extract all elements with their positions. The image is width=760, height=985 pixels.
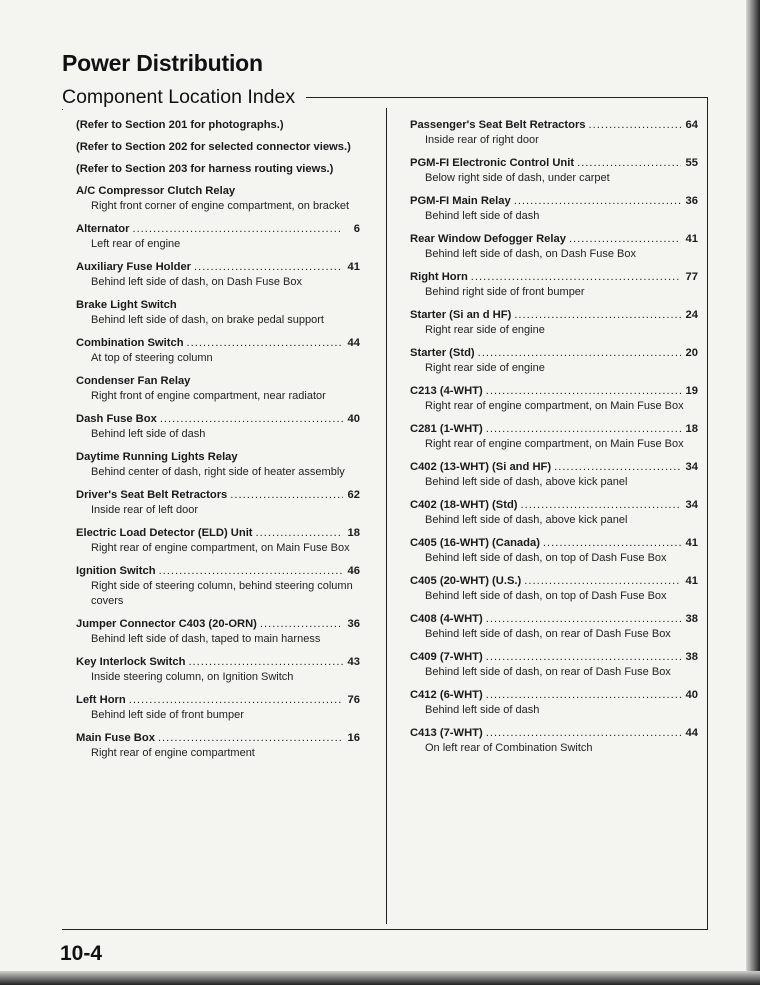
- location-description: Behind left side of dash: [425, 210, 540, 222]
- location-description: Below right side of dash, under carpet: [425, 172, 610, 184]
- component-name: Combination Switch: [76, 337, 184, 349]
- page-reference: 40: [347, 413, 360, 425]
- entry-heading: [76, 450, 360, 465]
- component-name: C412 (6-WHT): [410, 689, 483, 701]
- page-edge-shadow: [746, 0, 760, 985]
- entry-heading: [76, 564, 360, 579]
- component-name: C213 (4-WHT): [410, 385, 483, 397]
- entry-heading: [410, 460, 698, 475]
- component-name: Starter (Si an d HF): [410, 309, 512, 321]
- location-description: Behind left side of dash, on top of Dash Fuse Box: [425, 552, 667, 564]
- dot-leader: [486, 726, 681, 741]
- dot-leader: [188, 655, 343, 670]
- location-description: Behind left side of dash, on top of Dash Fuse Box: [425, 590, 667, 602]
- location-description: Right side of steering column, behind steering column covers: [91, 580, 353, 607]
- location-description: Behind left side of dash, above kick panel: [425, 476, 628, 488]
- right-entry-list: [410, 118, 698, 756]
- page-reference: 16: [347, 732, 360, 744]
- column-divider: [386, 108, 387, 924]
- entry-heading: [76, 222, 360, 237]
- index-entry: [410, 688, 698, 718]
- index-entry: [410, 384, 698, 414]
- index-entry: [76, 450, 360, 480]
- frame-right-rule: [707, 97, 708, 929]
- component-name: PGM-FI Electronic Control Unit: [410, 157, 575, 169]
- index-entry: [410, 612, 698, 642]
- dot-leader: [486, 688, 681, 703]
- component-name: Starter (Std): [410, 347, 475, 359]
- location-description: Behind left side of front bumper: [91, 709, 244, 721]
- entry-heading: [76, 526, 360, 541]
- page-reference: 55: [685, 157, 698, 169]
- entry-heading: [410, 118, 698, 133]
- page-reference: 18: [685, 423, 698, 435]
- entry-heading: [410, 574, 698, 589]
- index-entry: [76, 260, 360, 290]
- component-name: C405 (16-WHT) (Canada): [410, 537, 540, 549]
- page-reference: 41: [685, 233, 698, 245]
- entry-heading: [76, 298, 360, 313]
- dot-leader: [486, 422, 681, 437]
- location-description: Inside rear of left door: [91, 504, 199, 516]
- index-entry: [410, 308, 698, 338]
- location-description: Right front of engine compartment, near radiator: [91, 390, 326, 402]
- dot-leader: [160, 412, 343, 427]
- location-description: On left rear of Combination Switch: [425, 742, 593, 754]
- page-reference: 44: [347, 337, 360, 349]
- location-description: Right front corner of engine compartment, on bracket: [91, 200, 350, 212]
- component-name: Ignition Switch: [76, 565, 156, 577]
- location-description: Right rear side of engine: [425, 324, 545, 336]
- dot-leader: [230, 488, 343, 503]
- page-reference: 43: [347, 656, 360, 668]
- entry-heading: [76, 260, 360, 275]
- component-name: Daytime Running Lights Relay: [76, 451, 238, 463]
- entry-heading: [410, 422, 698, 437]
- component-name: Alternator: [76, 223, 130, 235]
- component-name: Passenger's Seat Belt Retractors: [410, 119, 586, 131]
- page-reference: 44: [685, 727, 698, 739]
- dot-leader: [129, 693, 343, 708]
- entry-heading: [76, 731, 360, 746]
- index-entry: [410, 232, 698, 262]
- component-name: Dash Fuse Box: [76, 413, 157, 425]
- entry-heading: [76, 184, 360, 199]
- index-entry: [410, 270, 698, 300]
- location-description: Right rear of engine compartment: [91, 747, 255, 759]
- location-description: Behind left side of dash, on Dash Fuse Box: [425, 248, 636, 260]
- entry-heading: [410, 346, 698, 361]
- index-entry: [410, 156, 698, 186]
- entry-heading: [76, 412, 360, 427]
- entry-heading: [76, 374, 360, 389]
- location-description: Right rear of engine compartment, on Main Fuse Box: [91, 542, 350, 554]
- location-description: Behind left side of dash: [91, 428, 206, 440]
- right-column: [410, 118, 698, 764]
- dot-leader: [159, 564, 343, 579]
- page-reference: 46: [347, 565, 360, 577]
- component-name: Electric Load Detector (ELD) Unit: [76, 527, 253, 539]
- dot-leader: [194, 260, 343, 275]
- component-name: Jumper Connector C403 (20-ORN): [76, 618, 257, 630]
- frame-top-rule: [306, 97, 708, 98]
- page-reference: 24: [685, 309, 698, 321]
- entry-heading: [410, 726, 698, 741]
- component-name: C402 (18-WHT) (Std): [410, 499, 518, 511]
- entry-heading: [76, 693, 360, 708]
- page-reference: 38: [685, 613, 698, 625]
- page-reference: 19: [685, 385, 698, 397]
- index-entry: [76, 298, 360, 328]
- component-name: C281 (1-WHT): [410, 423, 483, 435]
- entry-heading: [410, 308, 698, 323]
- dot-leader: [524, 574, 681, 589]
- dot-leader: [543, 536, 681, 551]
- entry-heading: [410, 536, 698, 551]
- index-entry: [76, 412, 360, 442]
- component-name: Rear Window Defogger Relay: [410, 233, 566, 245]
- page-reference: 34: [685, 461, 698, 473]
- index-entry: [410, 498, 698, 528]
- index-entry: [76, 526, 360, 556]
- index-entry: [76, 374, 360, 404]
- frame-bottom-rule: [62, 929, 708, 930]
- component-name: Main Fuse Box: [76, 732, 155, 744]
- page-reference: 77: [685, 271, 698, 283]
- location-description: Inside steering column, on Ignition Switch: [91, 671, 294, 683]
- dot-leader: [554, 460, 681, 475]
- entry-heading: [410, 688, 698, 703]
- entry-heading: [410, 194, 698, 209]
- page-reference: 64: [685, 119, 698, 131]
- note-connector-views: (Refer to Section 202 for selected connector views.): [76, 141, 351, 153]
- component-name: Brake Light Switch: [76, 299, 177, 311]
- component-name: C405 (20-WHT) (U.S.): [410, 575, 522, 587]
- dot-leader: [187, 336, 343, 351]
- entry-heading: [410, 612, 698, 627]
- entry-heading: [76, 617, 360, 632]
- entry-heading: [410, 650, 698, 665]
- dot-leader: [260, 617, 343, 632]
- note-photographs: (Refer to Section 201 for photographs.): [76, 119, 284, 131]
- entry-heading: [410, 270, 698, 285]
- index-entry: [410, 726, 698, 756]
- dot-leader: [471, 270, 681, 285]
- dot-leader: [589, 118, 681, 133]
- entry-heading: [76, 488, 360, 503]
- index-entry: [410, 574, 698, 604]
- page-reference: 41: [347, 261, 360, 273]
- index-entry: [410, 346, 698, 376]
- index-entry: [76, 655, 360, 685]
- dot-leader: [486, 612, 681, 627]
- index-entry: [76, 336, 360, 366]
- page-reference: 41: [685, 537, 698, 549]
- location-description: Right rear of engine compartment, on Main Fuse Box: [425, 400, 684, 412]
- location-description: Behind right side of front bumper: [425, 286, 585, 298]
- dot-leader: [577, 156, 681, 171]
- location-description: Inside rear of right door: [425, 134, 539, 146]
- page-reference: 62: [347, 489, 360, 501]
- dot-leader: [256, 526, 343, 541]
- component-name: Condenser Fan Relay: [76, 375, 191, 387]
- dot-leader: [521, 498, 681, 513]
- page-reference: 76: [347, 694, 360, 706]
- location-description: At top of steering column: [91, 352, 213, 364]
- dot-leader: [486, 384, 681, 399]
- component-name: C413 (7-WHT): [410, 727, 483, 739]
- index-entry: [410, 422, 698, 452]
- component-name: PGM-FI Main Relay: [410, 195, 511, 207]
- dot-leader: [514, 194, 681, 209]
- component-name: A/C Compressor Clutch Relay: [76, 185, 236, 197]
- page-bottom-shadow: [0, 971, 760, 985]
- entry-heading: [410, 156, 698, 171]
- index-entry: [410, 650, 698, 680]
- index-entry: [76, 564, 360, 609]
- index-entry: [410, 536, 698, 566]
- note-harness-routing: (Refer to Section 203 for harness routing views.): [76, 163, 334, 175]
- location-description: Behind left side of dash, on rear of Dash Fuse Box: [425, 628, 671, 640]
- entry-heading: [410, 384, 698, 399]
- entry-heading: [76, 336, 360, 351]
- index-entry: [410, 118, 698, 148]
- component-name: Driver's Seat Belt Retractors: [76, 489, 228, 501]
- component-name: Left Horn: [76, 694, 126, 706]
- location-description: Behind left side of dash, on brake pedal support: [91, 314, 324, 326]
- index-entry: [410, 460, 698, 490]
- page-reference: 34: [685, 499, 698, 511]
- index-entry: [76, 488, 360, 518]
- entry-heading: [76, 655, 360, 670]
- page-reference: 41: [685, 575, 698, 587]
- page-reference: 36: [685, 195, 698, 207]
- dot-leader: [486, 650, 681, 665]
- component-name: Auxiliary Fuse Holder: [76, 261, 192, 273]
- entry-heading: [410, 232, 698, 247]
- component-name: C408 (4-WHT): [410, 613, 483, 625]
- location-description: Behind left side of dash, taped to main harness: [91, 633, 321, 645]
- location-description: Behind center of dash, right side of heater assembly: [91, 466, 345, 478]
- component-name: Right Horn: [410, 271, 468, 283]
- index-entry: [76, 693, 360, 723]
- location-description: Behind left side of dash, above kick panel: [425, 514, 628, 526]
- page-reference: 36: [347, 618, 360, 630]
- location-description: Behind left side of dash, on Dash Fuse Box: [91, 276, 302, 288]
- component-name: C402 (13-WHT) (Si and HF): [410, 461, 552, 473]
- location-description: Right rear of engine compartment, on Main Fuse Box: [425, 438, 684, 450]
- dot-leader: [132, 222, 343, 237]
- page-reference: 20: [685, 347, 698, 359]
- left-column: [76, 118, 360, 769]
- component-name: Key Interlock Switch: [76, 656, 186, 668]
- entry-heading: [410, 498, 698, 513]
- dot-leader: [478, 346, 681, 361]
- left-entry-list: [76, 184, 360, 761]
- index-entry: [76, 222, 360, 252]
- page-reference: 40: [685, 689, 698, 701]
- dot-leader: [514, 308, 681, 323]
- location-description: Left rear of engine: [91, 238, 181, 250]
- page-reference: 18: [347, 527, 360, 539]
- index-entry: [76, 184, 360, 214]
- location-description: Right rear side of engine: [425, 362, 545, 374]
- dot-leader: [158, 731, 343, 746]
- index-entry: [76, 617, 360, 647]
- component-name: C409 (7-WHT): [410, 651, 483, 663]
- section-heading: Component Location Index: [62, 86, 301, 109]
- index-entry: [410, 194, 698, 224]
- page-reference: 6: [353, 223, 360, 235]
- page-number: 10-4: [60, 942, 103, 965]
- page-title: Power Distribution: [62, 50, 263, 76]
- location-description: Behind left side of dash: [425, 704, 540, 716]
- location-description: Behind left side of dash, on rear of Dash Fuse Box: [425, 666, 671, 678]
- index-entry: [76, 731, 360, 761]
- page-reference: 38: [685, 651, 698, 663]
- dot-leader: [569, 232, 681, 247]
